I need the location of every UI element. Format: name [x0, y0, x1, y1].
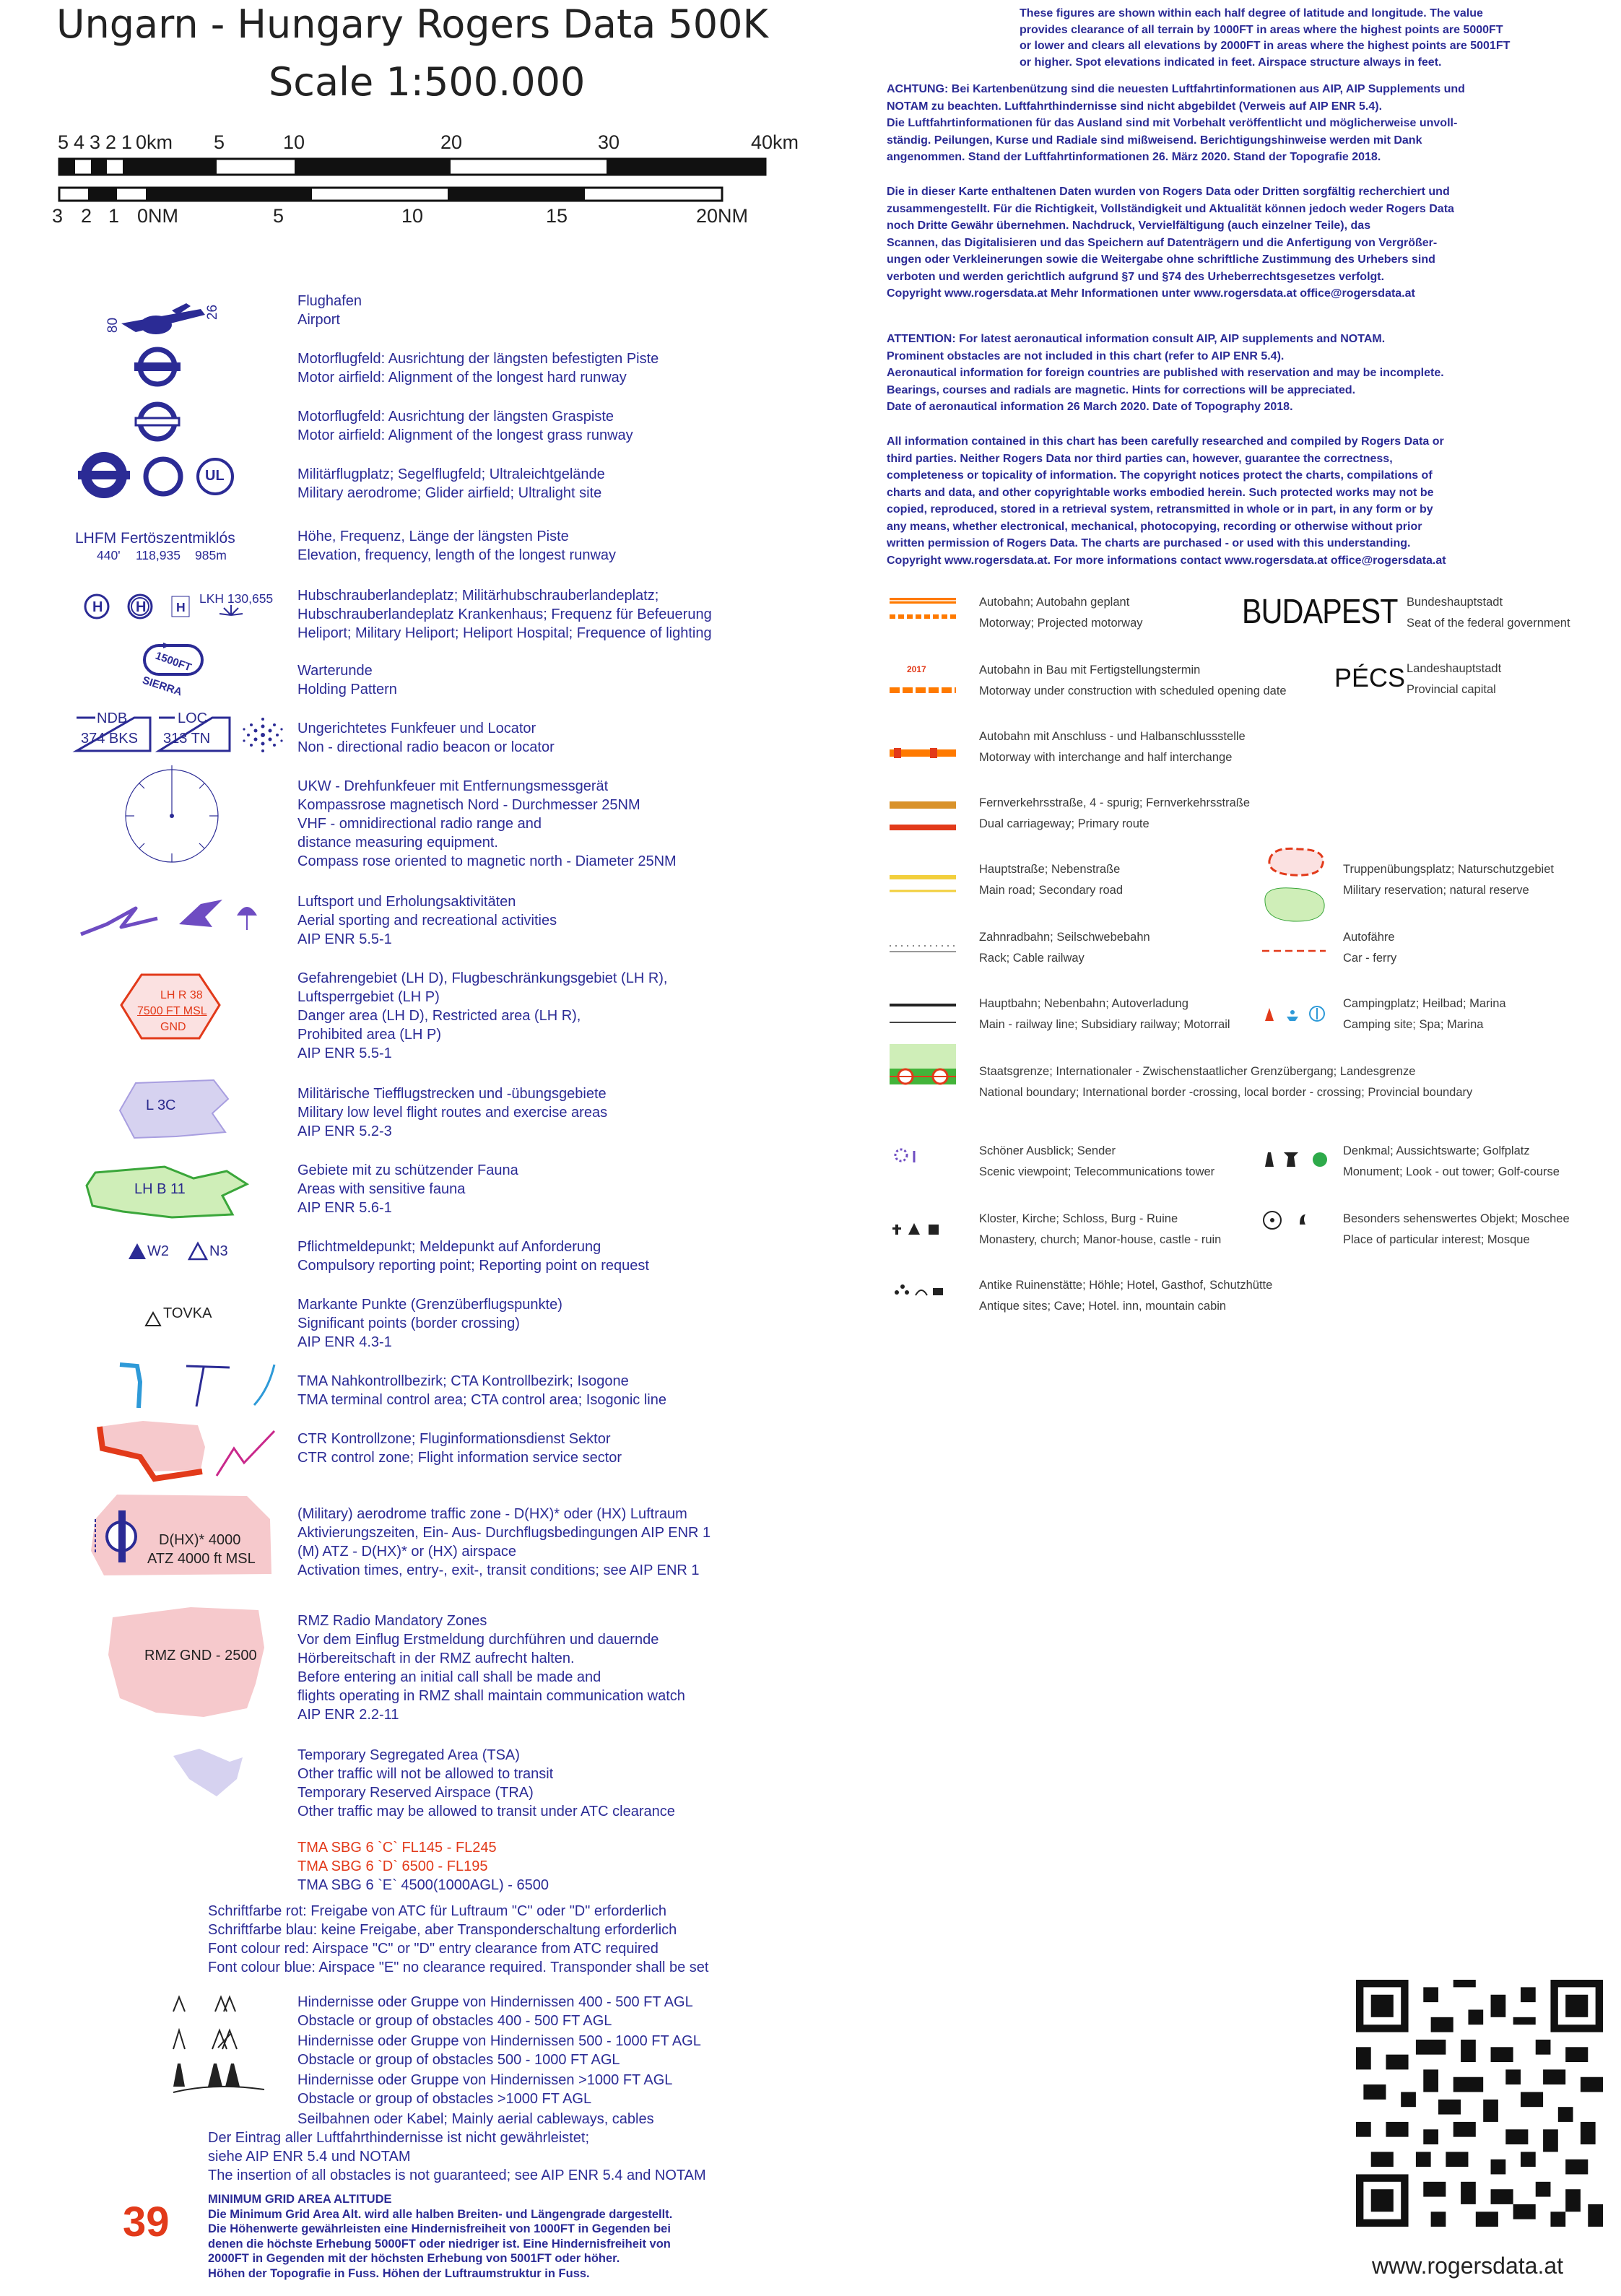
- airfield-hard-icon: [134, 344, 181, 390]
- glider-airfield-icon: [142, 455, 185, 498]
- topo-line-samples: [890, 592, 962, 1314]
- legend-heliport: Hubschrauberlandeplatz; Militärhubschrauberlandeplatz; Hubschrauberlandeplatz Krankenhaus; Frequenz für Befeuerung Heliport; Military Heliport; Heliport Hospital; Frequence of lighting: [297, 588, 712, 641]
- km-label: 20: [440, 131, 463, 153]
- topo-interchange: Autobahn mit Anschluss - und Halbanschlussstelle Motorway with interchange and half interchange: [979, 730, 1246, 764]
- heliport-h: H: [92, 599, 103, 615]
- hospital-heliport-h: H: [176, 600, 186, 614]
- holding-altitude: 1500FT: [153, 649, 194, 674]
- low-level-area-label: L 3C: [146, 1097, 176, 1113]
- legend-de: CTR Kontrollzone; Fluginformationsdienst Sektor: [297, 1431, 611, 1447]
- legend-de: Pflichtmeldepunkt; Meldepunkt auf Anforderung: [297, 1239, 601, 1255]
- achtung-note: ACHTUNG: Bei Kartenbenützung sind die neuesten Luftfahrtinformationen aus AIP, AIP Supplements und NOTAM zu beachten. Luftfahrthindernisse sind nicht abgebildet (Verweis auf AIP ENR 5.4). Die Luftfahrtinformationen für das Ausland sind mit Vorbehalt veröffentlicht und möglicherweise unvoll- ständig. Peilungen, Kurse und Radiale sind mißweisend. Berichtigungshinweise werden mit Dank angenommen. Stand der Luftfahrtinformationen 26. März 2020. Stand der Topografie 2018.: [887, 83, 1465, 163]
- legend-de: Höhe, Frequenz, Länge der längsten Piste: [297, 529, 569, 544]
- tma-examples: [297, 1838, 549, 1895]
- page-title: Ungarn - Hungary Rogers Data 500K: [56, 1, 768, 47]
- tma-cta-isogone-icon: [117, 1360, 283, 1411]
- legend-en: Military aerodrome; Glider airfield; Ultralight site: [297, 485, 602, 501]
- atz-class-label: D(HX)* 4000: [159, 1532, 241, 1548]
- legend-de: Motorflugfeld: Ausrichtung der längsten befestigten Piste: [297, 351, 659, 367]
- legend-de: TMA Nahkontrollbezirk; CTA Kontrollbezirk; Isogone: [297, 1373, 629, 1389]
- obstacle-500-1000: Hindernisse oder Gruppe von Hindernissen 500 - 1000 FT AGL Obstacle or group of obstacles 500 - 1000 FT AGL: [297, 2033, 701, 2068]
- km-label: 3: [90, 131, 101, 153]
- nm-label: 3: [52, 205, 64, 227]
- legend-military: [297, 465, 605, 503]
- lhfm-elevation: 440': [97, 548, 121, 562]
- lhfm-frequency: 118,935: [136, 548, 181, 562]
- topo-monument: Denkmal; Aussichtswarte; Golfplatz Monument; Look - out tower; Golf-course: [1343, 1144, 1560, 1178]
- legend-tma: [297, 1372, 666, 1409]
- legend-low-level: Militärische Tiefflugstrecken und -übungsgebiete Military low level flight routes and exercise areas AIP ENR 5.2-3: [297, 1086, 608, 1139]
- topo-rack-railway: Zahnradbahn; Seilschwebebahn Rack; Cable railway: [979, 931, 1150, 965]
- font-colour-note: Schriftfarbe rot: Freigabe von ATC für Luftraum "C" oder "D" erforderlich Schriftfarbe blau: keine Freigabe, aber Transponderschaltung erforderlich Font colour red: Airspace "C" or "D" entry clearance from ATC required Font colour blue: Airspace "E" no clearance required. Transponder shall be set: [208, 1903, 709, 1975]
- legend-airfield-grass: [297, 407, 633, 445]
- legend-airport: [297, 292, 362, 329]
- legend-aerial-sport: Luftsport und Erholungsaktivitäten Aerial sporting and recreational activities AIP ENR 5.5-1: [297, 894, 557, 947]
- military-aerodrome-icon: [78, 449, 130, 501]
- camping-spa-marina-icons: [1262, 1004, 1334, 1025]
- copyright-en-note: All information contained in this chart has been carefully researched and compiled by Rogers Data or third parties. Neither Rogers Data nor third parties can, however, guarantee the correctness, completeness or topicality of information. The copyright notices protect the charts, compilations of charts and data, and other copyrightable works embodied herein. Such protected works may not be copied, reproduced, stored in a retrieval system, retransmitted in whole or in part, in any form or by any means, whether electronical, mechanical, photocopying, recording or otherwise without prior written permission of Rogers Data. The charts are purchased - or used with this understanding. Copyright www.rogersdata.at. For more informations contact www.rogersdata.at office@rogersdata.at: [887, 435, 1446, 567]
- legend-de: Warterunde: [297, 663, 373, 679]
- topo-boundary: Staatsgrenze; Internationaler - Zwischenstaatlicher Grenzübergang; Landesgrenze National boundary; International border -crossing, local border - crossing; Provincial boundary: [979, 1065, 1473, 1099]
- nm-label: 1: [108, 205, 120, 227]
- loc-value: 313 TN: [163, 731, 211, 747]
- km-label: 10: [283, 131, 305, 153]
- copyright-de-note: Die in dieser Karte enthaltenen Daten wurden von Rogers Data oder Dritten sorgfältig recherchiert und zusammengestellt. Für die Richtigkeit, Vollständigkeit und Aktualität können jedoch weder Rogers Data noch Dritte Gewähr übernehmen. Nachdruck, Vervielfältigung (auch einzelner Teile), das Scannen, das Digitalisieren und das Speichern auf Datenträgern und die Anfertigung von Vergrößer- ungen oder Verkleinerungen sowie die Weitergabe ohne schriftliche Zustimmung des Urhebers sind verboten und werden gerichtlich aufgrund §7 und §74 des Urheberrechtsgesetzes verfolgt. Copyright www.rogersdata.at Mehr Informationen unter www.rogersdata.at office@rogersdata.at: [887, 186, 1454, 300]
- restricted-area-upper: 7500 FT MSL: [137, 1005, 207, 1017]
- legend-en: TMA terminal control area; CTA control area; Isogonic line: [297, 1392, 666, 1408]
- topo-viewpoint: Schöner Ausblick; Sender Scenic viewpoint; Telecommunications tower: [979, 1144, 1215, 1178]
- km-label: 30: [598, 131, 620, 153]
- point-of-interest-mosque-icons: [1262, 1206, 1334, 1235]
- legend-danger-area: Gefahrengebiet (LH D), Flugbeschränkungsgebiet (LH R), Luftsperrgebiet (LH P) Danger area (LH D), Restricted area (LH R), Prohibited area (LH P) AIP ENR 5.5-1: [297, 970, 668, 1061]
- lhfm-length: 985m: [195, 548, 227, 562]
- qr-code-icon: [1356, 1980, 1603, 2227]
- obstacle-400-500: Hindernisse oder Gruppe von Hindernissen 400 - 500 FT AGL Obstacle or group of obstacles 400 - 500 FT AGL: [297, 1994, 693, 2029]
- topo-provincial: Landeshauptstadt Provincial capital: [1407, 662, 1502, 696]
- loc-label: LOC: [178, 710, 208, 726]
- request-point-label: N3: [209, 1243, 228, 1259]
- significant-point-icon: [144, 1311, 162, 1327]
- legend-airfield-hard: [297, 349, 659, 387]
- nm-label: 5: [273, 205, 284, 227]
- aerial-sport-icon: [78, 895, 266, 939]
- nm-label: 0NM: [137, 205, 179, 227]
- construction-year: 2017: [907, 664, 926, 674]
- legend-en: Motor airfield: Alignment of the longest grass runway: [297, 427, 633, 443]
- vor-compass-rose-icon: [121, 765, 222, 866]
- heliport-frequency: LKH 130,655: [199, 591, 274, 606]
- nm-label: 15: [546, 205, 568, 227]
- topo-main-road: Hauptstraße; Nebenstraße Main road; Secondary road: [979, 863, 1124, 897]
- legend-ndb: [297, 719, 555, 757]
- legend-en: Non - directional radio beacon or locator: [297, 739, 555, 755]
- obstacle-over-1000: Hindernisse oder Gruppe von Hindernissen >1000 FT AGL Obstacle or group of obstacles >1000 FT AGL: [297, 2072, 673, 2107]
- legend-en: CTR control zone; Flight information service sector: [297, 1450, 622, 1466]
- topo-antique: Antike Ruinenstätte; Höhle; Hotel, Gasthof, Schutzhütte Antique sites; Cave; Hotel. inn, mountain cabin: [979, 1279, 1273, 1313]
- topo-capital: Bundeshauptstadt Seat of the federal government: [1407, 596, 1570, 630]
- obstacle-note: Der Eintrag aller Luftfahrthindernisse ist nicht gewährleistet; siehe AIP ENR 5.4 und NOTAM The insertion of all obstacles is not guaranteed; see AIP ENR 5.4 and NOTAM: [208, 2130, 706, 2183]
- obstacle-icons: [170, 1994, 271, 2095]
- provincial-capital-label: PÉCS: [1334, 663, 1406, 692]
- scale-title: Scale 1:500.000: [269, 59, 586, 105]
- topo-monastery: Kloster, Kirche; Schloss, Burg - Ruine Monastery, church; Manor-house, castle - ruin: [979, 1212, 1222, 1246]
- legend-en: Elevation, frequency, length of the longest runway: [297, 547, 617, 563]
- topo-particular-interest: Besonders sehenswertes Objekt; Moschee Place of particular interest; Mosque: [1343, 1212, 1570, 1246]
- military-natural-reserve-icon: [1262, 846, 1327, 926]
- km-label: 0km: [136, 131, 173, 153]
- legend-tsa: Temporary Segregated Area (TSA) Other traffic will not be allowed to transit Temporary Reserved Airspace (TRA) Other traffic may be allowed to transit under ATC clearance: [297, 1747, 675, 1819]
- topo-camping: Campingplatz; Heilbad; Marina Camping site; Spa; Marina: [1343, 997, 1506, 1031]
- attention-note: ATTENTION: For latest aeronautical information consult AIP, AIP supplements and NOTAM. Prominent obstacles are not included in this chart (refer to AIP ENR 5.4). Aeronautical information for foreign countries are published with reservation and may be incomplete. Bearings, courses and radials are magnetic. Hints for corrections will be appreciated. Date of aeronautical information 26 March 2020. Date of Topography 2018.: [887, 333, 1444, 413]
- nm-label: 10: [401, 205, 424, 227]
- topo-dual-carriageway: Fernverkehrsstraße, 4 - spurig; Fernverkehrsstraße Dual carriageway; Primary route: [979, 796, 1251, 830]
- mga-english-note: These figures are shown within each half degree of latitude and longitude. The value provides clearance of all terrain by 1000FT in areas where the highest points are 5000FT or lower and clears all elevations by 2000FT in areas where the highest points are 5001FT or higher. Spot elevations indicated in feet. Airspace structure always in feet.: [1020, 7, 1511, 69]
- tma-line-c: TMA SBG 6 `C` FL145 - FL245: [297, 1840, 497, 1856]
- mga-note: MINIMUM GRID AREA ALTITUDE Die Minimum Grid Area Alt. wird alle halben Breiten- und Längengrade dargestellt. Die Höhenwerte gewährleisten eine Hindernisfreiheit von 1000FT in Gegenden bei denen die höchste Erhebung 5000FT oder niedriger ist. Eine Hindernisfreiheit von 2000FT in Gegenden mit der höchsten Erhebung von 5001FT oder höher. Höhen der Topografie in Fuss. Höhen der Luftraumstruktur in Fuss.: [208, 2193, 673, 2280]
- legend-de: Flughafen: [297, 293, 362, 309]
- tsa-area-icon: [170, 1747, 245, 1798]
- restricted-area-lower: GND: [160, 1021, 186, 1033]
- legend-reporting: [297, 1238, 649, 1275]
- monument-tower-golf-icons: [1262, 1148, 1334, 1170]
- capital-city-label: BUDAPEST: [1242, 593, 1398, 631]
- rmz-label: RMZ GND - 2500: [144, 1648, 257, 1664]
- km-label: 5: [58, 131, 69, 153]
- obstacle-cables: Seilbahnen oder Kabel; Mainly aerial cableways, cables: [297, 2111, 654, 2127]
- legend-en: Holding Pattern: [297, 682, 397, 697]
- legend-ctr: [297, 1430, 622, 1467]
- km-label: 4: [74, 131, 85, 153]
- compulsory-point-label: W2: [147, 1243, 169, 1259]
- legend-de: Ungerichtetes Funkfeuer und Locator: [297, 721, 536, 736]
- topo-military-reserve: Truppenübungsplatz; Naturschutzgebiet Military reservation; natural reserve: [1343, 863, 1554, 897]
- scale-bar-km-graphic: [59, 157, 767, 176]
- legend-rmz: RMZ Radio Mandatory Zones Vor dem Einflug Erstmeldung durchführen und dauernde Hörbereitschaft in der RMZ aufrecht halten. Before entering an initial call shall be made and flights operating in RMZ shall maintain communication watch AIP ENR 2.2-11: [297, 1613, 685, 1723]
- reporting-points-icons: [127, 1240, 221, 1262]
- nm-label: 20NM: [696, 205, 749, 227]
- significant-point-label: TOVKA: [163, 1305, 212, 1321]
- low-level-area-icon: [118, 1079, 234, 1141]
- tma-line-d: TMA SBG 6 `D` 6500 - FL195: [297, 1858, 488, 1874]
- topo-car-ferry: Autofähre Car - ferry: [1343, 931, 1397, 965]
- ctr-fis-icon: [97, 1418, 284, 1483]
- topo-motorway: Autobahn; Autobahn geplant Motorway; Projected motorway: [979, 596, 1143, 630]
- airfield-grass-icon: [134, 399, 181, 445]
- topo-under-construction: Autobahn in Bau mit Fertigstellungstermin Motorway under construction with scheduled opening date: [979, 664, 1287, 697]
- legend-significant: Markante Punkte (Grenzüberflugspunkte) Significant points (border crossing) AIP ENR 4.3-1: [297, 1297, 562, 1350]
- holding-fix: SIERRA: [140, 674, 184, 699]
- website-link[interactable]: www.rogersdata.at: [1372, 2253, 1564, 2279]
- legend-fauna: Gebiete mit zu schützender Fauna Areas with sensitive fauna AIP ENR 5.6-1: [297, 1162, 518, 1216]
- page-number: 39: [123, 2199, 170, 2245]
- airport-rwy-label: 26: [205, 304, 221, 321]
- lhfm-name: LHFM Fertöszentmiklós: [75, 530, 235, 547]
- legend-en: Compulsory reporting point; Reporting point on request: [297, 1258, 649, 1274]
- km-label: 5: [214, 131, 225, 153]
- km-label: 1: [121, 131, 133, 153]
- legend-vor: UKW - Drehfunkfeuer mit Entfernungsmessgerät Kompassrose magnetisch Nord - Durchmesser 25NM VHF - omnidirectional radio range and distance measuring equipment. Compass rose oriented to magnetic north - Diameter 25NM: [297, 778, 677, 869]
- restricted-area-id: LH R 38: [160, 989, 203, 1001]
- airport-elev-label: 80: [105, 317, 121, 334]
- legend-elevation: [297, 527, 616, 565]
- tma-line-e: TMA SBG 6 `E` 4500(1000AGL) - 6500: [297, 1877, 549, 1893]
- topo-railway: Hauptbahn; Nebenbahn; Autoverladung Main - railway line; Subsidiary railway; Motorrail: [979, 997, 1230, 1031]
- military-heliport-h: H: [136, 599, 147, 615]
- legend-de: Militärflugplatz; Segelflugfeld; Ultraleichtgelände: [297, 466, 605, 482]
- scale-bar-nm-graphic: [59, 186, 723, 202]
- ndb-value: 374 BKS: [81, 731, 138, 747]
- km-label: 2: [105, 131, 117, 153]
- ndb-label: NDB: [97, 710, 128, 726]
- legend-holding: [297, 661, 397, 699]
- legend-de: Motorflugfeld: Ausrichtung der längsten Graspiste: [297, 409, 614, 425]
- fauna-area-label: LH B 11: [134, 1181, 186, 1197]
- km-label: 40km: [751, 131, 799, 153]
- legend-en: Airport: [297, 312, 340, 328]
- car-ferry-icon: [1262, 947, 1327, 955]
- atz-altitude-label: ATZ 4000 ft MSL: [147, 1551, 256, 1567]
- legend-atz: (Military) aerodrome traffic zone - D(HX)* oder (HX) Luftraum Aktivierungszeiten, Ein- Aus- Durchflugsbedingungen AIP ENR 1 (M) ATZ - D(HX)* or (HX) airspace Activation times, entry-, exit-, transit conditions; see AIP ENR 1: [297, 1506, 711, 1578]
- legend-en: Motor airfield: Alignment of the longest hard runway: [297, 370, 627, 386]
- ultralight-label: UL: [205, 468, 225, 484]
- nm-label: 2: [81, 205, 92, 227]
